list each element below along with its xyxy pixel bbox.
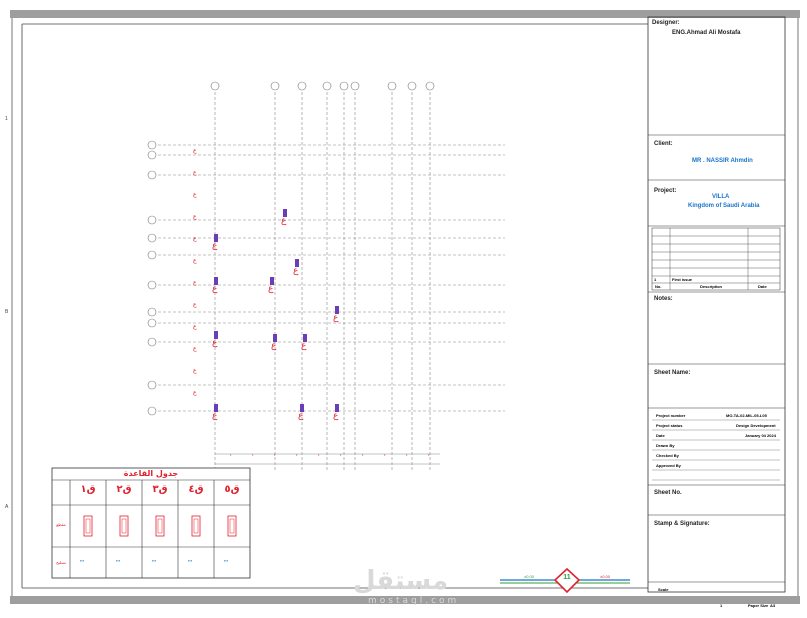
watermark: مستقل — [353, 566, 449, 596]
grid-bubble — [148, 281, 156, 289]
revision-header-no: No. — [655, 284, 662, 289]
footing-tag: ع — [268, 284, 274, 294]
dimension-mark: • — [296, 452, 298, 457]
schedule-type-label: ق١ — [80, 484, 96, 495]
rebar-note-mark: ▪▪▪ — [224, 558, 229, 563]
footing-tag: ع — [271, 341, 277, 351]
designer-label: Designer: — [652, 20, 680, 26]
dimension-mark: • — [384, 452, 386, 457]
footing-tag: ع — [212, 338, 218, 348]
dimension-mark: • — [274, 452, 276, 457]
grid-bubble — [426, 82, 434, 90]
grid-bubble — [148, 151, 156, 159]
dimension-mark: • — [230, 452, 232, 457]
grid-bubble — [148, 171, 156, 179]
watermark-sub: mostaql.com — [368, 596, 460, 606]
grid-bubble — [388, 82, 396, 90]
footing-tag: ع — [298, 411, 304, 421]
grid-bubble — [351, 82, 359, 90]
footing-tag: ع — [193, 279, 197, 286]
date-value: January 04 2024 — [745, 433, 776, 438]
grid-bubble — [148, 308, 156, 316]
svg-text:A: A — [5, 504, 9, 510]
footing-tag: ع — [293, 266, 299, 276]
svg-text:B: B — [5, 309, 9, 315]
grid-bubbles — [148, 82, 434, 415]
schedule-row-label-section: مقطع — [56, 522, 66, 527]
title-block-frame — [648, 17, 785, 592]
schedule-type-label: ق٣ — [152, 484, 168, 495]
client-value: MR . NASSIR Ahmdin — [692, 158, 753, 164]
designer-value: ENG.Ahmad Ali Mostafa — [672, 30, 741, 36]
svg-text:1: 1 — [5, 116, 8, 122]
footing-tag: ع — [212, 284, 218, 294]
dimension-mark: • — [406, 452, 408, 457]
schedule-type-label: ق٤ — [188, 484, 204, 495]
revision-header-date: Date — [758, 284, 767, 289]
rebar-note-mark: ▪▪▪ — [80, 558, 85, 563]
footing-tag: ع — [333, 313, 339, 323]
grid-bubble — [340, 82, 348, 90]
drawn-by-label: Drawn By — [656, 443, 675, 448]
svg-text:±0.00: ±0.00 — [600, 574, 610, 579]
schedule-type-label: ق٢ — [116, 484, 132, 495]
footing-tag: ع — [212, 411, 218, 421]
project-status-value: Design Development — [736, 423, 776, 428]
grid-bubble — [148, 141, 156, 149]
date-label: Date — [656, 433, 665, 438]
footing-tag: ع — [193, 389, 197, 396]
dimension-mark: • — [318, 452, 320, 457]
checked-by-label: Checked By — [656, 453, 679, 458]
revision-header-desc: Description — [700, 284, 723, 289]
footing-tag: ع — [193, 169, 197, 176]
rebar-note-mark: ▪▪▪ — [152, 558, 157, 563]
grid-bubble — [148, 216, 156, 224]
dimension-mark: • — [362, 452, 364, 457]
grid-bubble — [148, 251, 156, 259]
footing-tag: ع — [281, 216, 287, 226]
scale-label: Scale — [658, 587, 669, 592]
level-label: 11 — [563, 574, 571, 581]
paper-size-label: Paper Size — [748, 603, 769, 608]
grid-bubble — [211, 82, 219, 90]
footing-tag: ع — [193, 367, 197, 374]
footing-tag: ع — [193, 191, 197, 198]
client-label: Client: — [654, 141, 673, 147]
sheet-no-label: Sheet No. — [654, 490, 682, 496]
project-number-value: MO-TA-02-MIL-05-L05 — [726, 413, 767, 418]
rebar-note-mark: ▪▪▪ — [188, 558, 193, 563]
grid-bubble — [148, 407, 156, 415]
sheet-name-label: Sheet Name: — [654, 370, 691, 376]
footing-tag: ع — [193, 147, 197, 154]
schedule-type-label: ق٥ — [224, 484, 240, 495]
dimension-mark: • — [340, 452, 342, 457]
footing-tag: ع — [301, 341, 307, 351]
structural-grid — [158, 92, 505, 470]
notes-label: Notes: — [654, 296, 673, 302]
footing-tag: ع — [212, 241, 218, 251]
project-status-label: Project status — [656, 423, 683, 428]
grid-bubble — [148, 381, 156, 389]
footing-tag: ع — [193, 345, 197, 352]
schedule-title: جدول القاعدة — [123, 469, 179, 478]
footing-tag: ع — [193, 301, 197, 308]
footing-tag: ع — [193, 213, 197, 220]
footing-tag: ع — [193, 257, 197, 264]
project-line1: VILLA — [712, 194, 730, 200]
stamp-label: Stamp & Signature: — [654, 521, 710, 527]
project-line2: Kingdom of Saudi Arabia — [688, 203, 760, 209]
footing-tag: ع — [193, 323, 197, 330]
grid-bubble — [148, 234, 156, 242]
dimension-mark: • — [428, 452, 430, 457]
svg-text:±0.00: ±0.00 — [524, 574, 534, 579]
footing-tag: ع — [333, 411, 339, 421]
revision-first-desc: First issue — [672, 277, 693, 282]
dimension-lines — [215, 452, 440, 464]
grid-bubble — [298, 82, 306, 90]
grid-bubble — [271, 82, 279, 90]
project-number-label: Project number — [656, 413, 686, 418]
grid-bubble — [148, 319, 156, 327]
grid-bubble — [408, 82, 416, 90]
scale-value: 1 — [720, 603, 723, 608]
dimension-mark: • — [252, 452, 254, 457]
project-label: Project: — [654, 188, 677, 194]
rebar-note-mark: ▪▪▪ — [116, 558, 121, 563]
approved-by-label: Approved By — [656, 463, 681, 468]
schedule-row-label-rebar: تسليح — [56, 560, 66, 565]
revision-first-no: 1 — [654, 277, 657, 282]
footing-tag: ع — [193, 235, 197, 242]
paper-size-value: A3 — [770, 603, 776, 608]
grid-bubble — [323, 82, 331, 90]
grid-bubble — [148, 338, 156, 346]
